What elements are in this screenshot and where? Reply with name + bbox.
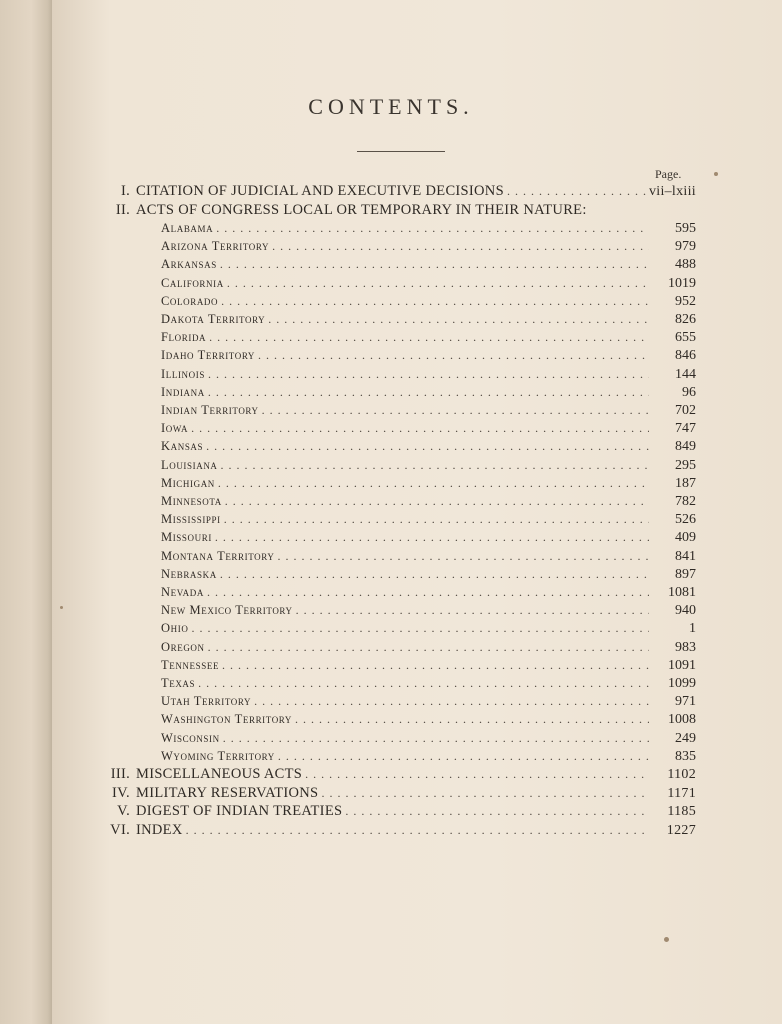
toc-state-row: [161, 528, 696, 546]
dot-leader: [272, 237, 649, 255]
toc-state-row: [161, 474, 696, 492]
section-page: 1227: [666, 822, 696, 838]
state-page: 249: [675, 730, 696, 746]
state-page: 655: [675, 330, 696, 346]
dot-leader: [507, 182, 646, 200]
dot-leader: [221, 292, 649, 310]
toc-state-row: [161, 583, 696, 601]
dot-leader: [295, 710, 649, 728]
dot-leader: [220, 565, 649, 583]
section-page: 1171: [667, 785, 696, 801]
toc-state-row: [161, 310, 696, 328]
state-page: 835: [675, 748, 696, 764]
dot-leader: [305, 765, 649, 783]
toc-section-row: [100, 821, 696, 839]
section-number: IV.: [112, 784, 130, 801]
dot-leader: [207, 583, 649, 601]
state-page: 971: [675, 694, 696, 710]
state-label: Colorado: [161, 293, 219, 308]
section-page: 1185: [667, 804, 696, 819]
dot-leader: [296, 601, 649, 619]
toc-state-row: [161, 565, 696, 583]
toc-state-row: [161, 219, 696, 237]
dot-leader: [262, 401, 649, 419]
toc-state-row: [161, 747, 696, 765]
dot-leader: [215, 528, 649, 546]
toc-state-row: [161, 619, 696, 637]
state-label: Ohio: [161, 621, 189, 636]
section-label: CITATION OF JUDICIAL AND EXECUTIVE DECISIONS: [136, 183, 504, 199]
toc-state-row: [161, 456, 696, 474]
dot-leader: [208, 365, 649, 383]
toc-state-row: [161, 437, 696, 455]
state-label: Florida: [161, 330, 207, 345]
section-number: II.: [115, 202, 130, 218]
state-page: 846: [675, 348, 696, 364]
toc-section-row: [100, 765, 696, 783]
state-label: Idaho Territory: [161, 348, 256, 363]
dot-leader: [345, 802, 649, 820]
dot-leader: [209, 328, 649, 346]
state-label: Nebraska: [161, 566, 217, 581]
toc-state-row: [161, 601, 696, 619]
state-label: Kansas: [161, 439, 204, 454]
section-page: vii–lxiii: [648, 184, 696, 199]
dot-leader: [278, 747, 649, 765]
dot-leader: [216, 219, 649, 237]
toc-state-row: [161, 255, 696, 273]
section-page: 1102: [667, 767, 696, 782]
state-page: 526: [675, 512, 696, 528]
state-label: Illinois: [161, 366, 205, 381]
page-column-heading: Page.: [655, 167, 682, 181]
state-page: 144: [675, 366, 696, 382]
state-page: 940: [675, 603, 696, 619]
state-label: Missouri: [161, 530, 212, 545]
state-label: Michigan: [161, 475, 215, 490]
state-label: Washington Territory: [161, 712, 293, 727]
toc-state-row: [161, 692, 696, 710]
state-label: Iowa: [161, 421, 189, 436]
state-label: Alabama: [161, 221, 214, 235]
toc-section-row: [100, 201, 696, 219]
dot-leader: [198, 674, 649, 692]
section-number: V.: [117, 803, 130, 819]
dot-leader: [208, 383, 649, 401]
dot-leader: [227, 274, 649, 292]
paper-fleck: [60, 606, 63, 609]
dot-leader: [277, 547, 649, 565]
state-label: New Mexico Territory: [161, 603, 293, 618]
state-page: 849: [675, 439, 696, 455]
state-page: 488: [675, 257, 696, 273]
section-number: I.: [120, 183, 130, 199]
paper-fleck: [714, 172, 718, 176]
toc-state-row: [161, 346, 696, 364]
section-label: ACTS OF CONGRESS LOCAL OR TEMPORARY IN THEIR NATURE:: [136, 202, 587, 218]
state-label: Utah Territory: [161, 694, 252, 709]
state-label: Indian Territory: [161, 403, 259, 417]
state-page: 841: [675, 548, 696, 564]
paper-fleck: [664, 937, 669, 942]
dot-leader: [254, 692, 649, 710]
dot-leader: [191, 619, 649, 637]
state-page: 702: [675, 403, 696, 418]
book-gutter: [0, 0, 52, 1024]
dot-leader: [191, 419, 649, 437]
state-page: 1091: [668, 657, 696, 673]
state-label: Nevada: [161, 585, 204, 599]
toc-section-row: [100, 182, 696, 200]
section-label: INDEX: [136, 821, 183, 838]
section-number: III.: [110, 766, 130, 782]
section-number: VI.: [110, 821, 130, 838]
state-page: 979: [675, 239, 696, 255]
state-page: 96: [682, 384, 696, 400]
dot-leader: [225, 492, 649, 510]
toc-section-row: [100, 784, 696, 802]
state-label: Arkansas: [161, 257, 217, 272]
dot-leader: [224, 510, 649, 528]
state-label: Oregon: [161, 639, 205, 654]
state-page: 826: [675, 312, 696, 327]
toc-state-row: [161, 365, 696, 383]
toc-state-row: [161, 674, 696, 692]
dot-leader: [221, 456, 649, 474]
state-label: Mississippi: [161, 512, 221, 527]
state-page: 1081: [668, 585, 696, 600]
state-label: Montana Territory: [161, 548, 275, 563]
state-page: 1: [689, 621, 696, 637]
toc-state-row: [161, 638, 696, 656]
state-label: Tennessee: [161, 657, 220, 672]
state-page: 1019: [668, 275, 696, 291]
state-page: 595: [675, 221, 696, 236]
toc-state-row: [161, 547, 696, 565]
section-label: MISCELLANEOUS ACTS: [136, 766, 303, 782]
state-page: 952: [675, 293, 696, 309]
dot-leader: [268, 310, 649, 328]
toc-state-row: [161, 419, 696, 437]
title-rule: [357, 151, 445, 152]
state-page: 295: [675, 457, 696, 473]
toc-state-row: [161, 383, 696, 401]
state-page: 983: [675, 639, 696, 655]
dot-leader: [321, 784, 649, 802]
section-label: DIGEST OF INDIAN TREATIES: [136, 803, 343, 819]
toc-state-row: [161, 510, 696, 528]
state-label: Indiana: [161, 384, 205, 399]
state-label: Wisconsin: [161, 730, 220, 745]
toc-state-row: [161, 328, 696, 346]
toc-state-row: [161, 492, 696, 510]
dot-leader: [220, 255, 649, 273]
state-page: 1008: [668, 712, 696, 728]
state-page: 1099: [668, 676, 696, 691]
state-label: Louisiana: [161, 457, 218, 472]
toc-state-row: [161, 274, 696, 292]
state-page: 782: [675, 494, 696, 509]
toc-state-row: [161, 729, 696, 747]
dot-leader: [206, 437, 649, 455]
state-label: Arizona Territory: [161, 239, 270, 254]
state-page: 187: [675, 475, 696, 491]
dot-leader: [218, 474, 649, 492]
toc-state-row: [161, 656, 696, 674]
state-page: 409: [675, 530, 696, 546]
dot-leader: [222, 656, 649, 674]
page-title: CONTENTS.: [308, 94, 474, 119]
toc-state-row: [161, 710, 696, 728]
section-label: MILITARY RESERVATIONS: [136, 784, 319, 801]
state-label: Wyoming Territory: [161, 748, 275, 763]
state-label: Minnesota: [161, 494, 222, 508]
dot-leader: [223, 729, 649, 747]
state-label: California: [161, 275, 224, 290]
state-page: 747: [675, 421, 696, 437]
toc-state-row: [161, 237, 696, 255]
state-page: 897: [675, 566, 696, 582]
dot-leader: [258, 346, 649, 364]
toc-section-row: [100, 802, 696, 820]
state-label: Texas: [161, 676, 196, 690]
state-label: Dakota Territory: [161, 312, 266, 326]
toc-state-row: [161, 401, 696, 419]
dot-leader: [186, 821, 649, 839]
dot-leader: [208, 638, 649, 656]
toc-state-row: [161, 292, 696, 310]
